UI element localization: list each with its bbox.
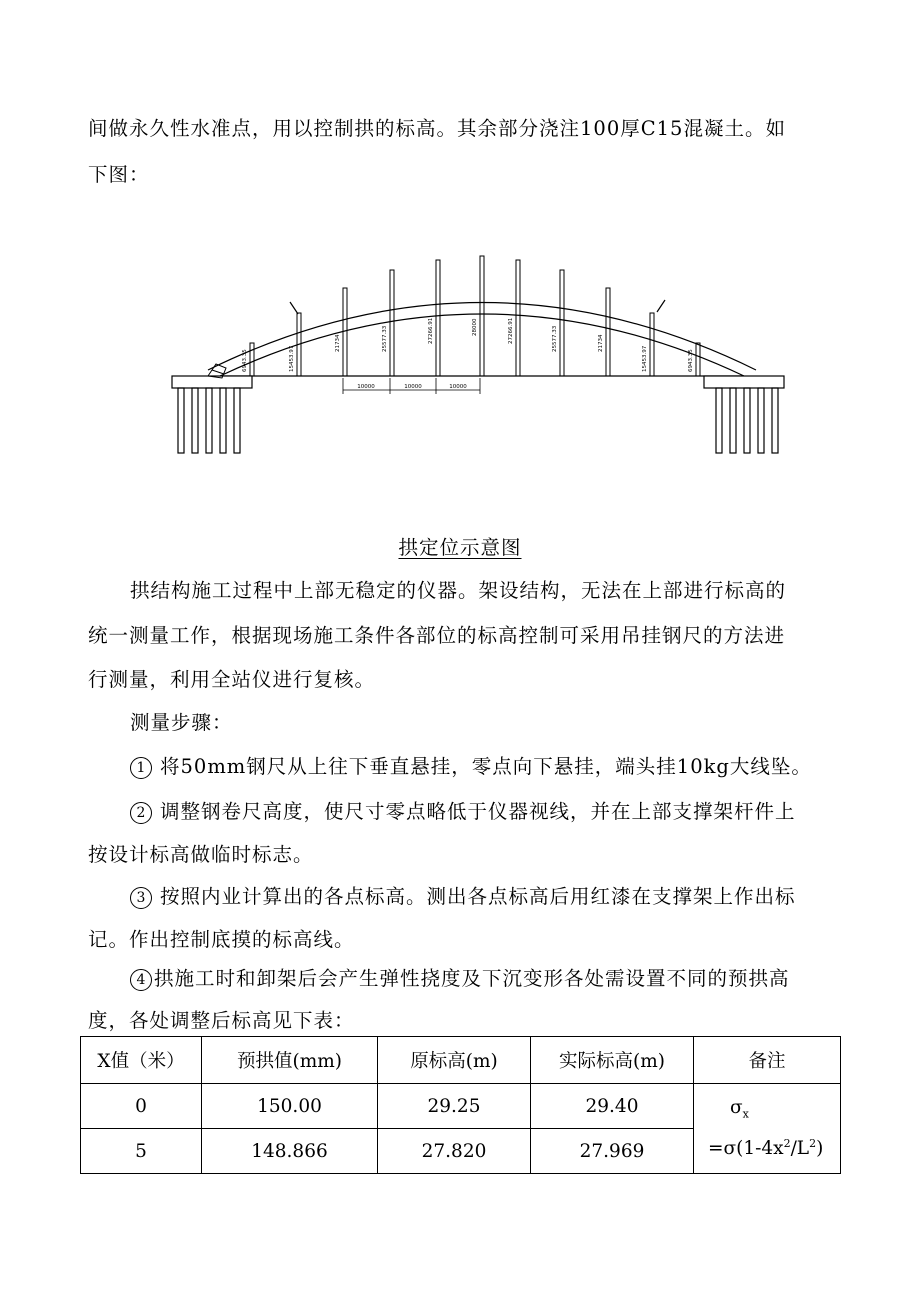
height-label: 15453.97	[289, 345, 295, 372]
left-piles	[178, 388, 240, 453]
arch-diagram	[160, 240, 800, 460]
paragraph-line: 拱结构施工过程中上部无稳定的仪器。架设结构，无法在上部进行标高的	[130, 579, 787, 602]
step-number: 2	[130, 802, 152, 824]
step-2: 2 调整钢卷尺高度，使尺寸零点略低于仪器视线，并在上部支撑架杆件上	[130, 800, 840, 824]
height-label: 27266.91	[428, 317, 434, 344]
table-cell: 29.40	[531, 1084, 694, 1129]
height-label: 28000	[472, 318, 478, 336]
left-pile-cap	[172, 376, 252, 388]
step-4-cont: 度，各处调整后标高见下表：	[88, 1009, 355, 1032]
step-4: 4 拱施工时和卸架后会产生弹性挠度及下沉变形各处需设置不同的预拱高	[130, 967, 840, 991]
table-cell: 29.25	[378, 1084, 531, 1129]
table-header: 备注	[694, 1037, 841, 1084]
arch-inner-curve	[220, 314, 744, 376]
intro-line-2: 下图：	[88, 163, 150, 186]
height-label: 25577.33	[382, 325, 388, 352]
step-number: 4	[130, 969, 152, 991]
table-cell: 5	[81, 1129, 202, 1174]
table-row	[81, 1084, 841, 1129]
table-cell: 150.00	[202, 1084, 378, 1129]
arch-segment-break	[657, 300, 665, 312]
table-cell: 27.820	[378, 1129, 531, 1174]
dimension-label: 10000	[449, 384, 467, 390]
table-header: X值（米）	[81, 1037, 202, 1084]
steps-title: 测量步骤：	[130, 711, 233, 734]
intro-line-1: 间做永久性水准点，用以控制拱的标高。其余部分浇注100厚C15混凝土。如	[88, 117, 786, 140]
table-header-row	[81, 1037, 841, 1084]
table-cell: 148.866	[202, 1129, 378, 1174]
note-cell: $\sigma_x$ $=\sigma(1-4x^2/L^2)$	[694, 1084, 841, 1174]
right-pile-cap	[704, 376, 784, 388]
dimension-label: 10000	[357, 384, 375, 390]
table-header: 原标高(m)	[378, 1037, 531, 1084]
arch-segment-break	[290, 302, 298, 314]
height-label: 15453.97	[642, 345, 648, 372]
height-label: 6943.35	[688, 349, 694, 372]
height-label: 27266.91	[508, 317, 514, 344]
step-2-cont: 按设计标高做临时标志。	[88, 843, 314, 866]
height-label: 6943.35	[242, 349, 248, 372]
table-header: 实际标高(m)	[531, 1037, 694, 1084]
step-1: 1 将50mm钢尺从上往下垂直悬挂，零点向下悬挂，端头挂10kg大线坠。	[130, 755, 840, 779]
step-3-cont: 记。作出控制底摸的标高线。	[88, 928, 355, 951]
height-label: 21734	[335, 334, 341, 352]
table-header: 预拱值(mm)	[202, 1037, 378, 1084]
dimension-label: 10000	[404, 384, 422, 390]
step-number: 1	[130, 757, 152, 779]
step-3: 3 按照内业计算出的各点标高。测出各点标高后用红漆在支撑架上作出标	[130, 885, 840, 909]
paragraph-line: 行测量，利用全站仪进行复核。	[88, 668, 376, 691]
elevation-table	[80, 1036, 841, 1174]
table-cell: 0	[81, 1084, 202, 1129]
right-piles	[716, 388, 778, 453]
table-cell: 27.969	[531, 1129, 694, 1174]
figure-caption: 拱定位示意图	[398, 536, 522, 559]
height-label: 25577.33	[552, 325, 558, 352]
paragraph-line: 统一测量工作，根据现场施工条件各部位的标高控制可采用吊挂钢尺的方法进	[88, 624, 786, 647]
height-label: 21734	[598, 334, 604, 352]
step-number: 3	[130, 887, 152, 909]
vertical-posts	[250, 256, 700, 376]
